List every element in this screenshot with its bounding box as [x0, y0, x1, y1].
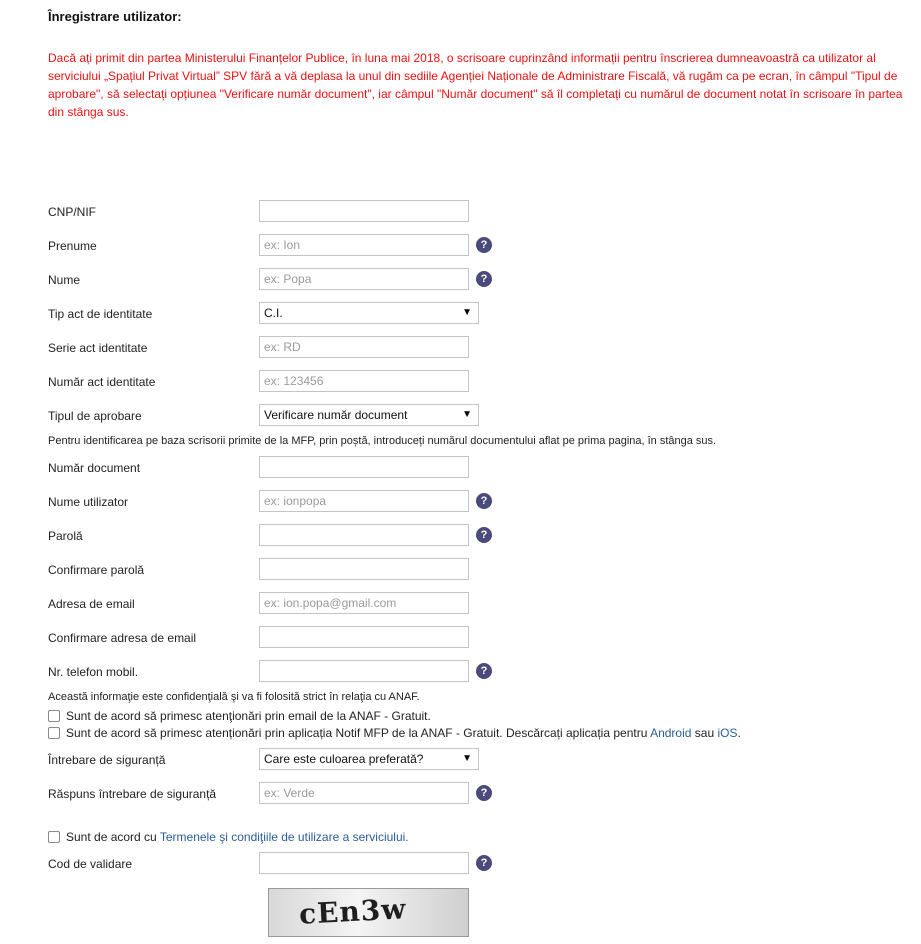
- confirmare-parola-label: Confirmare parolă: [48, 563, 145, 577]
- intrebare-label: Întrebare de siguranță: [48, 753, 166, 767]
- android-link[interactable]: Android: [650, 726, 692, 740]
- nume-label: Nume: [48, 273, 81, 287]
- terms-prefix: Sunt de acord cu: [66, 830, 157, 844]
- row-nume: [0, 268, 921, 292]
- help-icon[interactable]: ?: [476, 493, 492, 509]
- numar-act-label: Număr act identitate: [48, 375, 156, 389]
- parola-label: Parolă: [48, 529, 83, 543]
- parola-input[interactable]: [259, 524, 469, 546]
- email-alerts-checkbox[interactable]: [48, 710, 60, 722]
- confirmare-email-label: Confirmare adresa de email: [48, 631, 197, 645]
- row-numar-act: [0, 370, 921, 394]
- tip-aprobare-selected-value: Verificare număr document: [264, 408, 408, 422]
- nume-utilizator-input[interactable]: [259, 490, 469, 512]
- row-tip-aprobare: [0, 404, 921, 428]
- email-alerts-label: Sunt de acord să primesc atenţionări prin email de la ANAF - Gratuit.: [66, 709, 431, 723]
- raspuns-input[interactable]: [259, 782, 469, 804]
- confirmare-email-input[interactable]: [259, 626, 469, 648]
- row-intrebare: [0, 748, 921, 772]
- terms-checkbox[interactable]: [48, 831, 60, 843]
- ios-link[interactable]: iOS: [717, 726, 738, 740]
- serie-act-label: Serie act identitate: [48, 341, 148, 355]
- raspuns-label: Răspuns întrebare de siguranță: [48, 787, 217, 801]
- email-label: Adresa de email: [48, 597, 135, 611]
- tip-act-label: Tip act de identitate: [48, 307, 153, 321]
- row-prenume: [0, 234, 921, 258]
- cod-validare-input[interactable]: [259, 852, 469, 874]
- cod-validare-label: Cod de validare: [48, 857, 133, 871]
- help-icon[interactable]: ?: [476, 855, 492, 871]
- prenume-input[interactable]: [259, 234, 469, 256]
- email-input[interactable]: [259, 592, 469, 614]
- chevron-down-icon: ▼: [462, 753, 472, 764]
- row-telefon: [0, 660, 921, 684]
- nume-input[interactable]: [259, 268, 469, 290]
- row-tip-act: [0, 302, 921, 326]
- row-parola: [0, 524, 921, 548]
- confidentiality-note: Această informaţie este confidenţială şi va fi folosită strict în relaţia cu ANAF.: [48, 691, 420, 703]
- intrebare-selected-value: Care este culoarea preferată?: [264, 752, 424, 766]
- cnp-label: CNP/NIF: [48, 205, 96, 219]
- row-confirmare-parola: [0, 558, 921, 582]
- tip-aprobare-select[interactable]: [259, 404, 479, 426]
- terms-row: [48, 829, 409, 845]
- app-alerts-or: sau: [694, 726, 715, 740]
- page-title: Înregistrare utilizator:: [48, 9, 182, 24]
- captcha-text: cEn3w: [298, 892, 408, 931]
- row-raspuns: [0, 782, 921, 806]
- help-icon[interactable]: ?: [476, 527, 492, 543]
- row-email: [0, 592, 921, 616]
- help-icon[interactable]: ?: [476, 785, 492, 801]
- row-confirmare-email: [0, 626, 921, 650]
- help-icon[interactable]: ?: [476, 271, 492, 287]
- numar-act-input[interactable]: [259, 370, 469, 392]
- terms-link[interactable]: Termenele şi condiţiile de utilizare a serviciului.: [159, 830, 409, 844]
- app-alerts-period: .: [737, 726, 741, 740]
- app-alerts-row: [48, 725, 741, 741]
- telefon-label: Nr. telefon mobil.: [48, 665, 139, 679]
- row-serie-act: [0, 336, 921, 360]
- row-cod-validare: [0, 852, 921, 876]
- row-nume-utilizator: [0, 490, 921, 514]
- confirmare-parola-input[interactable]: [259, 558, 469, 580]
- help-icon[interactable]: ?: [476, 237, 492, 253]
- app-alerts-label: Sunt de acord să primesc atenționări prin aplicația Notif MFP de la ANAF - Gratuit. Descărcați aplicația pentru: [66, 726, 648, 740]
- row-cnp: [0, 200, 921, 224]
- tip-aprobare-label: Tipul de aprobare: [48, 409, 142, 423]
- app-alerts-checkbox[interactable]: [48, 727, 60, 739]
- cnp-input[interactable]: [259, 200, 469, 222]
- help-icon[interactable]: ?: [476, 663, 492, 679]
- telefon-input[interactable]: [259, 660, 469, 682]
- prenume-label: Prenume: [48, 239, 97, 253]
- identification-note: Pentru identificarea pe baza scrisorii primite de la MFP, prin poștă, introduceți numărul documentului aflat pe prima pagina, în stânga sus.: [48, 435, 717, 447]
- numar-document-input[interactable]: [259, 456, 469, 478]
- nume-utilizator-label: Nume utilizator: [48, 495, 129, 509]
- row-numar-document: [0, 456, 921, 480]
- intrebare-select[interactable]: [259, 748, 479, 770]
- numar-document-label: Număr document: [48, 461, 141, 475]
- tip-act-selected-value: C.I.: [264, 306, 283, 320]
- serie-act-input[interactable]: [259, 336, 469, 358]
- mfp-letter-notice: Dacă ați primit din partea Ministerului Finanțelor Publice, în luna mai 2018, o scrisoare cuprinzând informații pentru înscrierea dumneavoastră ca utilizator al serviciului „Spațiul Privat Virtual” SPV fără a vă deplasa la unul din sediile Agenției Naționale de Administrare Fiscală, vă rugăm ca pe ecran, în câmpul "Tipul de aprobare", să selectați opțiunea "Verificare număr document", iar câmpul "Număr document" să îl completați cu numărul de document notat în scrisoare în partea din stânga sus.: [48, 51, 903, 119]
- chevron-down-icon: ▼: [462, 307, 472, 318]
- captcha-image: [268, 888, 469, 937]
- tip-act-select[interactable]: [259, 302, 479, 324]
- chevron-down-icon: ▼: [462, 409, 472, 420]
- email-alerts-row: [48, 708, 431, 724]
